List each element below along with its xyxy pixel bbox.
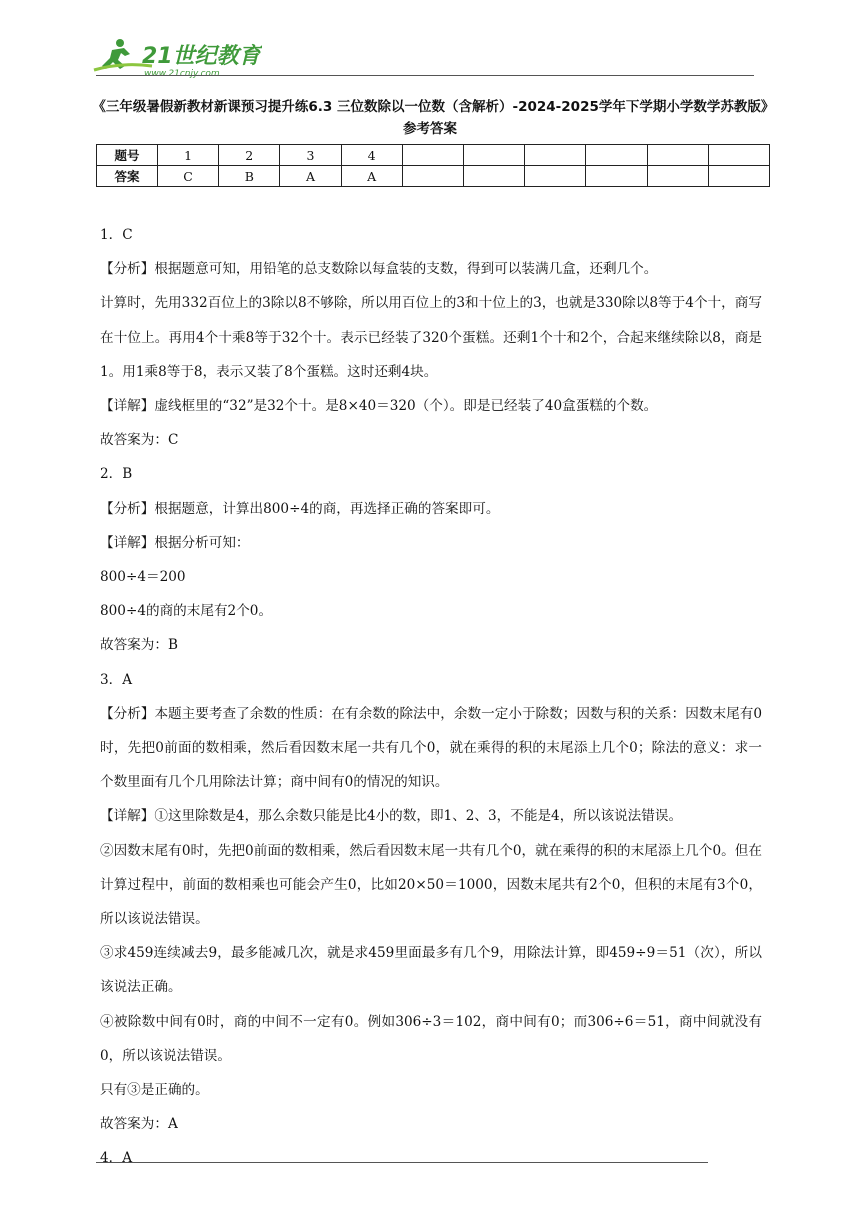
header-rule xyxy=(96,75,754,76)
answer-heading: 1．C xyxy=(100,227,133,243)
row-label: 答案 xyxy=(97,166,158,187)
question-number xyxy=(525,145,586,166)
runner-logo-icon xyxy=(92,36,262,80)
footer-rule xyxy=(96,1162,708,1163)
answer-cell: C xyxy=(158,166,219,187)
document-title: 《三年级暑假新教材新课预习提升练6.3 三位数除以一位数（含解析）-2024-2025学年下学期小学数学苏教版》参考答案 xyxy=(92,99,768,137)
analysis-paragraph: 【分析】根据题意，计算出800÷4的商，再选择正确的答案即可。 xyxy=(100,500,500,517)
equation-line: 800÷4＝200 xyxy=(100,569,186,586)
answer-cell xyxy=(647,166,708,187)
answer-cell: A xyxy=(280,166,341,187)
question-number xyxy=(463,145,524,166)
question-number: 3 xyxy=(280,145,341,166)
detail-paragraph: 【详解】①这里除数是4，那么余数只能是比4小的数，即1、2、3，不能是4，所以该说法错误。 xyxy=(100,808,683,825)
question-number: 1 xyxy=(158,145,219,166)
answer-heading: 2．B xyxy=(100,466,133,483)
analysis-paragraph: 【分析】根据题意可知，用铅笔的总支数除以每盒装的支数，得到可以装满几盒，还剩几个。 xyxy=(100,261,658,278)
detail-paragraph: 只有③是正确的。 xyxy=(100,1082,209,1099)
detail-paragraph: 【详解】根据分析可知： xyxy=(100,534,250,551)
conclusion-line: 故答案为：C xyxy=(100,432,179,449)
analysis-paragraph: 【分析】本题主要考查了余数的性质：在有余数的除法中，余数一定小于除数；因数与积的关系：因数末尾有0时，先把0前面的数相乘，然后看因数末尾一共有几个0，就在乘得的积的末尾添上几个0；除法的意义：求一个数里面有几个几用除法计算；商中间有0的情况的知识。 xyxy=(100,705,762,791)
detail-paragraph: ③求459连续减去9，最多能减几次，就是求459里面最多有几个9，用除法计算，即459÷9＝51（次），所以该说法正确。 xyxy=(100,945,762,996)
detail-paragraph: 800÷4的商的末尾有2个0。 xyxy=(100,603,273,620)
conclusion-line: 故答案为：A xyxy=(100,1116,178,1133)
question-number xyxy=(402,145,463,166)
question-number xyxy=(708,145,769,166)
logo xyxy=(92,36,262,80)
conclusion-line: 故答案为：B xyxy=(100,637,178,654)
detail-paragraph: ②因数末尾有0时，先把0前面的数相乘，然后看因数末尾一共有几个0，就在乘得的积的末尾添上几个0。但在计算过程中，前面的数相乘也可能会产生0，比如20×50＝1000，因数末尾共有2个0，但积的末尾有3个0，所以该说法错误。 xyxy=(100,842,762,928)
row-label: 题号 xyxy=(97,145,158,166)
logo-text: 21世纪教育 xyxy=(142,44,261,69)
answer-table xyxy=(96,144,770,187)
question-number xyxy=(586,145,647,166)
question-number: 4 xyxy=(341,145,402,166)
answer-cell xyxy=(525,166,586,187)
answer-cell xyxy=(402,166,463,187)
answer-explanations xyxy=(100,218,762,1176)
answer-cell xyxy=(708,166,769,187)
analysis-paragraph: 计算时，先用332百位上的3除以8不够除，所以用百位上的3和十位上的3，也就是330除以8等于4个十，商写在十位上。再用4个十乘8等于32个十。表示已经装了320个蛋糕。还剩1个十和2个，合起来继续除以8，商是1。用1乘8等于8，表示又装了8个蛋糕。这时还剩4块。 xyxy=(100,295,762,380)
logo-url: www.21cnjy.com xyxy=(144,69,220,79)
detail-paragraph: 【详解】虚线框里的“32”是32个十。是8×40＝320（个）。即是已经装了40盒蛋糕的个数。 xyxy=(100,398,658,415)
answer-heading: 3．A xyxy=(100,671,133,688)
detail-paragraph: ④被除数中间有0时，商的中间不一定有0。例如306÷3＝102，商中间有0；而306÷6＝51，商中间就没有0，所以该说法错误。 xyxy=(100,1013,762,1064)
answer-cell: A xyxy=(341,166,402,187)
answer-cell xyxy=(586,166,647,187)
question-number: 2 xyxy=(219,145,280,166)
table-row xyxy=(97,166,770,187)
answer-heading: 4．A xyxy=(100,1150,133,1167)
table-row xyxy=(97,145,770,166)
answer-cell xyxy=(463,166,524,187)
answer-cell: B xyxy=(219,166,280,187)
question-number xyxy=(647,145,708,166)
